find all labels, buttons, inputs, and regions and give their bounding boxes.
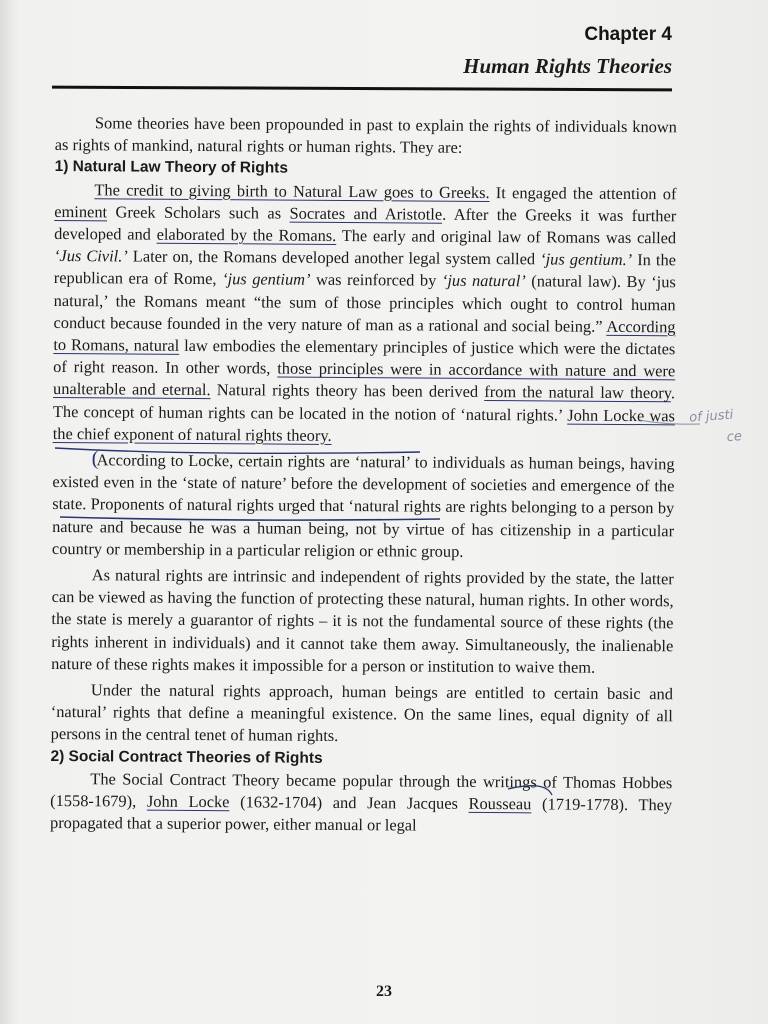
- underlined-text: According to Romans, natural: [53, 316, 676, 355]
- underlined-text: from the natural law theory: [484, 382, 672, 403]
- underlined-text: Socrates and Aristotle: [289, 203, 443, 224]
- underlined-text: elaborated by the Romans.: [156, 224, 337, 245]
- header-rule: [52, 86, 672, 92]
- page-body: [50, 112, 677, 839]
- chapter-header: [463, 24, 672, 79]
- intro-paragraph: Some theories have been propounded in past to explain the rights of individuals known as rights of mankind, natural rights or human rights. They are:: [54, 113, 677, 158]
- intrinsic-rights-paragraph: As natural rights are intrinsic and independent of rights provided by the state, the latter can be viewed as having the function of protecting these natural, human rights. In other words, the state is merely a guarantor of rights – it is not the fundamental source of these rights (the rights inherent in individuals) and it cannot take them away. Simultaneously, the inalienable nature of these rights makes it impossible for a person or institution to waive them.: [51, 565, 674, 677]
- underlined-text: John Locke: [146, 791, 230, 812]
- bracketed-text: According: [93, 450, 166, 470]
- underlined-text: eminent: [54, 201, 108, 222]
- chapter-number: Chapter 4: [584, 24, 672, 45]
- latin-term: ‘Jus Civil.’: [53, 246, 128, 266]
- latin-term: ‘jus gentium.’: [540, 249, 633, 270]
- page-number: 23: [376, 983, 392, 1000]
- latin-term: ‘jus natural’: [441, 271, 526, 291]
- underlined-text: John Locke was the chief exponent of natural rights theory.: [52, 405, 675, 445]
- natural-rights-approach-paragraph: Under the natural rights approach, human beings are entitled to certain basic and ‘natural’ rights that define a meaningful existence. On the same lines, equal dignity of all persons in the central tenet of human rights.: [50, 680, 674, 746]
- margin-note-line: of justi: [688, 407, 734, 426]
- pencil-margin-note: [689, 402, 768, 451]
- underlined-text: those principles were in accordance with nature and were unalterable and eternal.: [53, 358, 676, 400]
- natural-law-paragraph: The credit to giving birth to Natural Law goes to Greeks. It engaged the attention of eminent Greek Scholars such as Socrates and Aristotle. After the Greeks it was further developed and elaborated by the Romans. The early and original law of Romans was called ‘Jus Civil.’ Later on, the Romans developed another legal system called ‘jus gentium.’ In the republican era of Rome, ‘jus gentium’ was reinforced by ‘jus natural’ (natural law). By ‘jus natural,’ the Romans meant “the sum of those principles which ought to control human conduct because founded in the very nature of man as a rational and social being.” According to Romans, natural law embodies the elementary principles of justice which were the dictates of right reason. In other words, those principles were in accordance with nature and were unalterable and eternal. Natural rights theory has been derived from the natural law theory. The concept of human rights can be located in the notion of ‘natural rights.’ John Locke was the chief exponent of natural rights theory.: [52, 179, 677, 445]
- section-heading-social-contract: 2) Social Contract Theories of Rights: [50, 747, 323, 767]
- section-heading-natural-law: 1) Natural Law Theory of Rights: [54, 158, 289, 178]
- underlined-text: Rousseau: [468, 793, 532, 814]
- chapter-title: Human Rights Theories: [463, 54, 672, 78]
- margin-note-line: ce: [726, 429, 743, 446]
- social-contract-paragraph: The Social Contract Theory became popular through the writings of Thomas Hobbes (1558-1679), John Locke (1632-1704) and Jean Jacques Rousseau (1719-1778). They propagated that a superior power, either manual or legal: [49, 769, 673, 835]
- latin-term: ‘jus gentium’: [222, 269, 311, 290]
- underlined-text: The credit to giving birth to Natural Law goes to Greeks.: [94, 179, 490, 202]
- locke-paragraph: According to Locke, certain rights are ‘natural’ to individuals as human beings, having existed even in the ‘state of nature’ before the development of societies and emergence of the state. Proponents of natural rights urged that ‘natural rights are rights belonging to a person by nature and because he was a human being, not by virtue of has citizenship in a particular country or membership in a particular religion or ethnic group.: [51, 450, 675, 561]
